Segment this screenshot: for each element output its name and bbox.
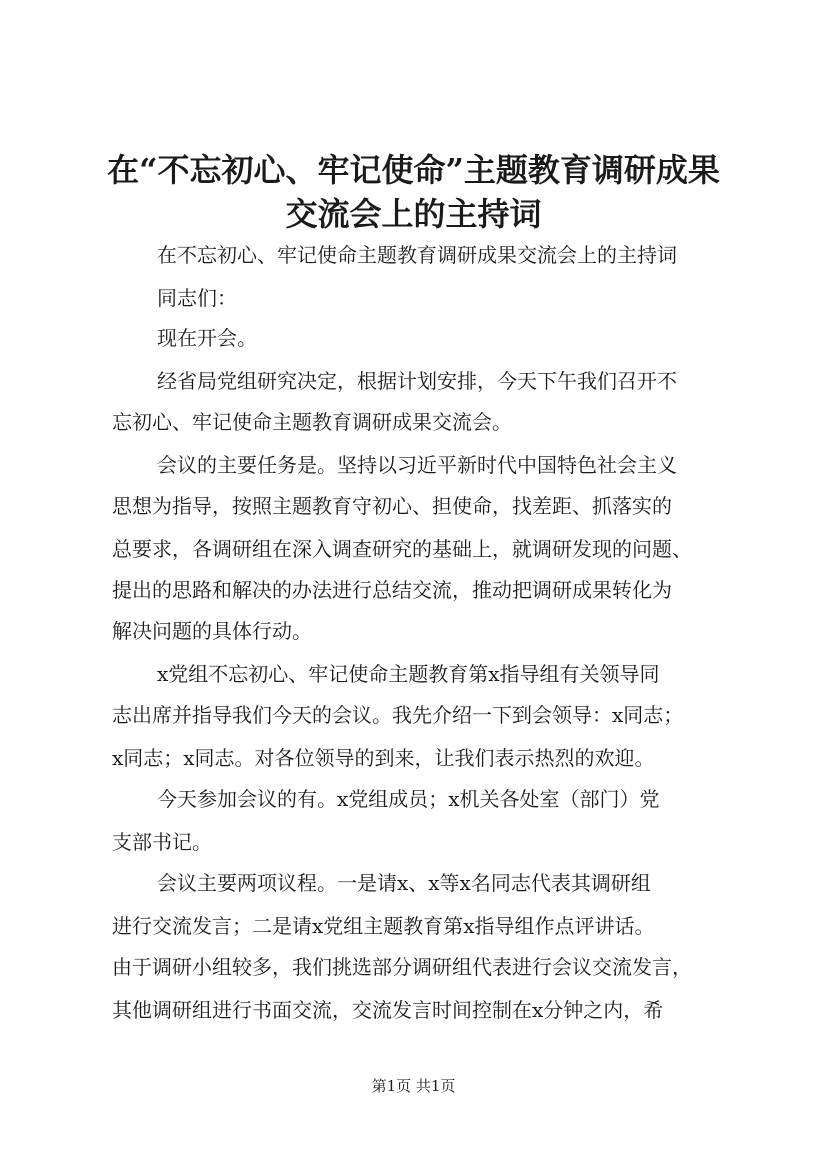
body-line: 由于调研小组较多，我们挑选部分调研组代表进行会议交流发言， <box>112 955 692 979</box>
body-line: 今天参加会议的有。x党组成员；x机关各处室（部门）党 <box>157 787 660 811</box>
body-line: 总要求，各调研组在深入调查研究的基础上，就调研发现的问题、 <box>112 537 692 561</box>
body-line: 进行交流发言；二是请x党组主题教育第x指导组作点评讲话。 <box>112 914 655 938</box>
body-line: 提出的思路和解决的办法进行总结交流，推动把调研成果转化为 <box>112 578 672 602</box>
body-line: 会议的主要任务是。坚持以习近平新时代中国特色社会主义 <box>157 453 677 477</box>
body-line: 会议主要两项议程。一是请x、x等x名同志代表其调研组 <box>157 871 651 895</box>
body-line: 解决问题的具体行动。 <box>112 619 312 643</box>
page-number-footer: 第1页 共1页 <box>371 1077 456 1095</box>
body-line: 思想为指导，按照主题教育守初心、担使命，找差距、抓落实的 <box>112 494 672 518</box>
body-line: 经省局党组研究决定，根据计划安排，今天下午我们召开不 <box>157 369 677 393</box>
body-line: 现在开会。 <box>157 326 257 350</box>
body-line: 在不忘初心、牢记使命主题教育调研成果交流会上的主持词 <box>157 243 677 267</box>
body-line: 同志们： <box>157 286 237 310</box>
body-line: x党组不忘初心、牢记使命主题教育第x指导组有关领导同 <box>157 662 660 686</box>
body-line: 志出席并指导我们今天的会议。我先介绍一下到会领导：x同志； <box>112 703 684 727</box>
body-line: x同志；x同志。对各位领导的到来，让我们表示热烈的欢迎。 <box>112 746 655 770</box>
body-line: 支部书记。 <box>112 830 212 854</box>
body-line: 忘初心、牢记使命主题教育调研成果交流会。 <box>112 410 512 434</box>
document-title-line-2: 交流会上的主持词 <box>285 195 542 233</box>
document-title-line-1: 在“不忘初心、牢记使命”主题教育调研成果 <box>107 151 720 189</box>
body-line: 其他调研组进行书面交流，交流发言时间控制在x分钟之内，希 <box>112 998 664 1022</box>
